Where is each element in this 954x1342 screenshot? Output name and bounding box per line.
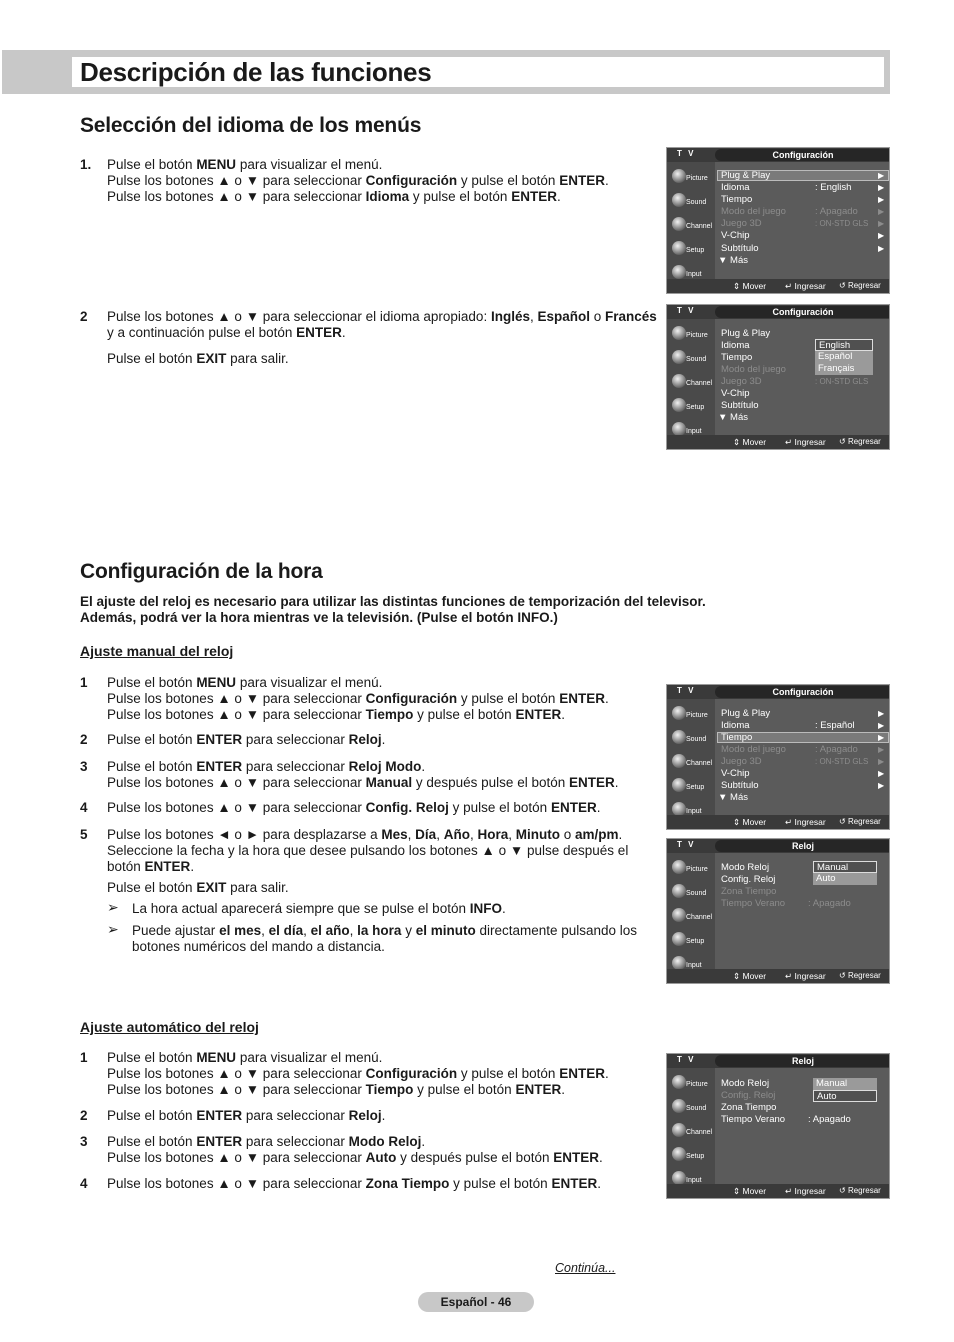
osd-sidebar	[667, 319, 715, 435]
osd-bottom-bar	[667, 279, 889, 293]
osd-row-zona-tiempo: Zona Tiempo	[721, 886, 777, 897]
step-number: 2	[80, 309, 88, 324]
sidebar-item-picture[interactable]: Picture	[669, 1072, 713, 1094]
osd-bottom-bar	[667, 1184, 889, 1198]
manual-step-2-text: Pulse el botón ENTER para seleccionar Reloj.	[107, 732, 386, 747]
osd-row-modo-juego: Modo del juego	[721, 744, 786, 755]
move-hint: ⇕ Mover	[733, 281, 767, 291]
step-number: 5	[80, 827, 88, 842]
osd-row-config-reloj[interactable]: Config. Reloj	[721, 874, 776, 885]
continues-link[interactable]: Continúa...	[555, 1261, 616, 1275]
sidebar-item-picture[interactable]: Picture	[669, 166, 713, 188]
move-hint: ⇕ Mover	[733, 1186, 767, 1196]
step-number: 3	[80, 759, 88, 774]
enter-hint: ↵ Ingresar	[785, 971, 826, 981]
osd-row-juego-3d: Juego 3D	[721, 756, 762, 767]
osd-val-juego: : Apagado	[815, 206, 858, 217]
picture-icon	[672, 1075, 686, 1089]
osd-val-juego3d: : ON-STD GLS	[815, 219, 869, 228]
clock-intro: El ajuste del reloj es necesario para utilizar las distintas funciones de temporización del televisor. Además, podrá ver la hora mientras ve la televisión. (Pulse el botón INFO.)	[80, 594, 706, 625]
setup-icon	[672, 241, 686, 255]
osd-row-mas[interactable]: ▼ Más	[718, 255, 748, 266]
osd-row-idioma[interactable]: Idioma	[721, 182, 750, 193]
osd-sidebar	[667, 1068, 715, 1184]
osd-val-juego: : Apagado	[815, 744, 858, 755]
channel-icon	[672, 374, 686, 388]
picture-icon	[672, 860, 686, 874]
note-2-text: Puede ajustar el mes, el día, el año, la hora y el minuto directamente pulsando los botones numéricos del mando a distancia.	[132, 923, 638, 954]
tv-label: T V	[677, 840, 696, 849]
sidebar-item-channel[interactable]: Channel	[669, 371, 713, 393]
osd-row-plug-play[interactable]: Plug & Play	[721, 328, 771, 339]
channel-icon	[672, 908, 686, 922]
tv-osd-reloj-auto	[666, 1053, 890, 1199]
osd-sidebar	[667, 853, 715, 969]
chevron-right-icon: ▶	[878, 757, 885, 766]
osd-menu-title: Configuración	[715, 149, 890, 161]
sidebar-item-sound[interactable]: Sound	[669, 1096, 713, 1118]
osd-sidebar	[667, 699, 715, 815]
sidebar-item-input[interactable]: Input	[669, 262, 713, 284]
chevron-right-icon: ▶	[878, 769, 885, 778]
channel-icon	[672, 217, 686, 231]
auto-step-2-text: Pulse el botón ENTER para seleccionar Reloj.	[107, 1108, 386, 1123]
osd-row-modo-reloj[interactable]: Modo Reloj	[721, 862, 770, 873]
tv-osd-config-tiempo	[666, 684, 890, 830]
chevron-right-icon: ▶	[878, 219, 885, 228]
tv-osd-config-menu	[666, 147, 890, 294]
setup-icon	[672, 778, 686, 792]
sidebar-item-channel[interactable]: Channel	[669, 214, 713, 236]
sidebar-item-setup[interactable]: Setup	[669, 395, 713, 417]
picture-icon	[672, 326, 686, 340]
clock-mode-option-auto[interactable]: Auto	[813, 1090, 877, 1102]
sidebar-item-sound[interactable]: Sound	[669, 727, 713, 749]
step-1-text: Pulse el botón MENU para visualizar el menú. Pulse los botones ▲ o ▼ para seleccionar Configuración y pulse el botón ENTER. Pulse los botones ▲ o ▼ para seleccionar Idioma y pulse el botón ENTER.	[107, 157, 609, 204]
sidebar-item-channel[interactable]: Channel	[669, 905, 713, 927]
sidebar-item-input[interactable]: Input	[669, 1168, 713, 1190]
enter-hint: ↵ Ingresar	[785, 281, 826, 291]
language-option-english[interactable]: English	[815, 339, 873, 351]
osd-bottom-bar	[667, 815, 889, 829]
back-hint: ↺ Regresar	[839, 281, 881, 290]
sidebar-item-setup[interactable]: Setup	[669, 238, 713, 260]
osd-row-tiempo[interactable]: Tiempo	[721, 732, 753, 743]
chevron-right-icon: ▶	[878, 709, 885, 718]
osd-row-tiempo[interactable]: Tiempo	[721, 194, 753, 205]
tv-label: T V	[677, 686, 696, 695]
auto-step-4-text: Pulse los botones ▲ o ▼ para seleccionar Zona Tiempo y pulse el botón ENTER.	[107, 1176, 601, 1191]
osd-row-plug-play[interactable]: Plug & Play	[721, 170, 771, 181]
sidebar-item-picture[interactable]: Picture	[669, 703, 713, 725]
clock-mode-option-manual[interactable]: Manual	[813, 861, 877, 873]
osd-menu-title: Configuración	[715, 306, 890, 318]
chevron-right-icon: ▶	[878, 721, 885, 730]
osd-row-subtitulo[interactable]: Subtítulo	[721, 400, 759, 411]
chevron-right-icon: ▶	[878, 195, 885, 204]
back-hint: ↺ Regresar	[839, 1186, 881, 1195]
osd-val-juego3d: : ON-STD GLS	[815, 377, 869, 386]
setup-icon	[672, 932, 686, 946]
enter-hint: ↵ Ingresar	[785, 1186, 826, 1196]
note-arrow-icon: ➢	[107, 921, 119, 937]
note-arrow-icon: ➢	[107, 899, 119, 915]
step-number: 4	[80, 800, 88, 815]
step-number: 1.	[80, 157, 92, 172]
sidebar-item-setup[interactable]: Setup	[669, 775, 713, 797]
sidebar-item-channel[interactable]: Channel	[669, 751, 713, 773]
move-hint: ⇕ Mover	[733, 971, 767, 981]
tv-osd-reloj-manual	[666, 838, 890, 984]
osd-row-juego-3d: Juego 3D	[721, 376, 762, 387]
move-hint: ⇕ Mover	[733, 437, 767, 447]
move-hint: ⇕ Mover	[733, 817, 767, 827]
page-title: Descripción de las funciones	[80, 57, 432, 87]
sidebar-item-input[interactable]: Input	[669, 419, 713, 441]
picture-icon	[672, 706, 686, 720]
sidebar-item-picture[interactable]: Picture	[669, 323, 713, 345]
osd-row-vchip[interactable]: V-Chip	[721, 230, 750, 241]
osd-row-mas[interactable]: ▼ Más	[718, 792, 748, 803]
step-2-text: Pulse los botones ▲ o ▼ para seleccionar el idioma apropiado: Inglés, Español o Francés y a continuación pulse el botón ENTER. Pulse el botón EXIT para salir.	[107, 309, 657, 366]
osd-val-idioma: : Español	[815, 720, 855, 731]
osd-row-tiempo-verano[interactable]: Tiempo Verano	[721, 1114, 786, 1125]
input-icon	[672, 802, 686, 816]
auto-step-3-text: Pulse el botón ENTER para seleccionar Modo Reloj. Pulse los botones ▲ o ▼ para seleccionar Auto y después pulse el botón ENTER.	[107, 1134, 603, 1165]
chevron-right-icon: ▶	[878, 745, 885, 754]
osd-val-idioma: : English	[815, 182, 852, 193]
section-heading-clock: Configuración de la hora	[80, 560, 323, 583]
osd-menu-title: Reloj	[715, 1055, 890, 1067]
osd-val-juego3d: : ON-STD GLS	[815, 757, 869, 766]
sound-icon	[672, 1099, 686, 1113]
manual-step-1-text: Pulse el botón MENU para visualizar el menú. Pulse los botones ▲ o ▼ para seleccionar Configuración y pulse el botón ENTER. Pulse los botones ▲ o ▼ para seleccionar Tiempo y pulse el botón ENTER.	[107, 675, 609, 722]
back-hint: ↺ Regresar	[839, 437, 881, 446]
manual-step-3-text: Pulse el botón ENTER para seleccionar Reloj Modo. Pulse los botones ▲ o ▼ para seleccionar Manual y después pulse el botón ENTER.	[107, 759, 619, 790]
chevron-right-icon: ▶	[878, 733, 885, 742]
chevron-right-icon: ▶	[878, 171, 885, 180]
picture-icon	[672, 169, 686, 183]
input-icon	[672, 265, 686, 279]
osd-row-vchip[interactable]: V-Chip	[721, 768, 750, 779]
osd-sidebar	[667, 162, 715, 279]
section-heading-language: Selección del idioma de los menús	[80, 114, 422, 137]
channel-icon	[672, 754, 686, 768]
osd-row-tiempo-verano: Tiempo Verano	[721, 898, 786, 909]
osd-row-config-reloj: Config. Reloj	[721, 1090, 776, 1101]
clock-mode-option-auto[interactable]: Auto	[813, 873, 877, 885]
manual-step-4-text: Pulse los botones ▲ o ▼ para seleccionar Config. Reloj y pulse el botón ENTER.	[107, 800, 601, 815]
enter-hint: ↵ Ingresar	[785, 437, 826, 447]
sound-icon	[672, 884, 686, 898]
sidebar-item-channel[interactable]: Channel	[669, 1120, 713, 1142]
osd-row-modo-reloj[interactable]: Modo Reloj	[721, 1078, 770, 1089]
input-icon	[672, 956, 686, 970]
sound-icon	[672, 350, 686, 364]
step-number: 1	[80, 1050, 88, 1065]
osd-row-modo-juego: Modo del juego	[721, 206, 786, 217]
sidebar-item-setup[interactable]: Setup	[669, 929, 713, 951]
step-number: 4	[80, 1176, 88, 1191]
osd-row-modo-juego: Modo del juego	[721, 364, 786, 375]
osd-row-subtitulo[interactable]: Subtítulo	[721, 243, 759, 254]
subheading-auto-clock: Ajuste automático del reloj	[80, 1019, 259, 1035]
sidebar-item-setup[interactable]: Setup	[669, 1144, 713, 1166]
language-option-francais[interactable]: Français	[815, 363, 873, 375]
step-number: 2	[80, 732, 88, 747]
sidebar-item-picture[interactable]: Picture	[669, 857, 713, 879]
osd-row-idioma[interactable]: Idioma	[721, 720, 750, 731]
step-number: 3	[80, 1134, 88, 1149]
chevron-right-icon: ▶	[878, 244, 885, 253]
chevron-right-icon: ▶	[878, 207, 885, 216]
osd-row-zona-tiempo[interactable]: Zona Tiempo	[721, 1102, 777, 1113]
osd-val-verano: : Apagado	[808, 1114, 851, 1125]
clock-mode-option-manual[interactable]: Manual	[813, 1078, 877, 1090]
note-1-text: La hora actual aparecerá siempre que se pulse el botón INFO.	[132, 901, 506, 916]
tv-label: T V	[677, 149, 696, 158]
channel-icon	[672, 1123, 686, 1137]
osd-row-tiempo[interactable]: Tiempo	[721, 352, 753, 363]
sound-icon	[672, 730, 686, 744]
osd-row-plug-play[interactable]: Plug & Play	[721, 708, 771, 719]
osd-row-idioma[interactable]: Idioma	[721, 340, 750, 351]
chevron-right-icon: ▶	[878, 781, 885, 790]
osd-val-verano: : Apagado	[808, 898, 851, 909]
step-number: 1	[80, 675, 88, 690]
back-hint: ↺ Regresar	[839, 817, 881, 826]
osd-bottom-bar	[667, 435, 889, 449]
tv-osd-language-menu	[666, 304, 890, 450]
osd-row-subtitulo[interactable]: Subtítulo	[721, 780, 759, 791]
osd-bottom-bar	[667, 969, 889, 983]
tv-label: T V	[677, 1055, 696, 1064]
input-icon	[672, 422, 686, 436]
page-number-badge: Español - 46	[418, 1292, 534, 1312]
tv-label: T V	[677, 306, 696, 315]
chevron-right-icon: ▶	[878, 231, 885, 240]
osd-row-vchip[interactable]: V-Chip	[721, 388, 750, 399]
enter-hint: ↵ Ingresar	[785, 817, 826, 827]
auto-step-1-text: Pulse el botón MENU para visualizar el menú. Pulse los botones ▲ o ▼ para seleccionar Configuración y pulse el botón ENTER. Pulse los botones ▲ o ▼ para seleccionar Tiempo y pulse el botón ENTER.	[107, 1050, 609, 1097]
back-hint: ↺ Regresar	[839, 971, 881, 980]
manual-step-5-text: Pulse los botones ◄ o ► para desplazarse a Mes, Día, Año, Hora, Minuto o am/pm. Seleccione la fecha y la hora que desee pulsando los botones ▲ o ▼ pulse después el botón ENTER. Pulse el botón EXIT para salir.	[107, 827, 629, 895]
sidebar-item-input[interactable]: Input	[669, 953, 713, 975]
osd-row-juego-3d: Juego 3D	[721, 218, 762, 229]
setup-icon	[672, 398, 686, 412]
sound-icon	[672, 193, 686, 207]
sidebar-item-sound[interactable]: Sound	[669, 347, 713, 369]
setup-icon	[672, 1147, 686, 1161]
input-icon	[672, 1171, 686, 1185]
osd-menu-title: Reloj	[715, 840, 890, 852]
sidebar-item-input[interactable]: Input	[669, 799, 713, 821]
osd-row-mas[interactable]: ▼ Más	[718, 412, 748, 423]
osd-menu-title: Configuración	[715, 686, 890, 698]
step-number: 2	[80, 1108, 88, 1123]
sidebar-item-sound[interactable]: Sound	[669, 881, 713, 903]
sidebar-item-sound[interactable]: Sound	[669, 190, 713, 212]
language-option-espanol[interactable]: Español	[815, 351, 873, 363]
subheading-manual-clock: Ajuste manual del reloj	[80, 643, 234, 659]
chevron-right-icon: ▶	[878, 183, 885, 192]
